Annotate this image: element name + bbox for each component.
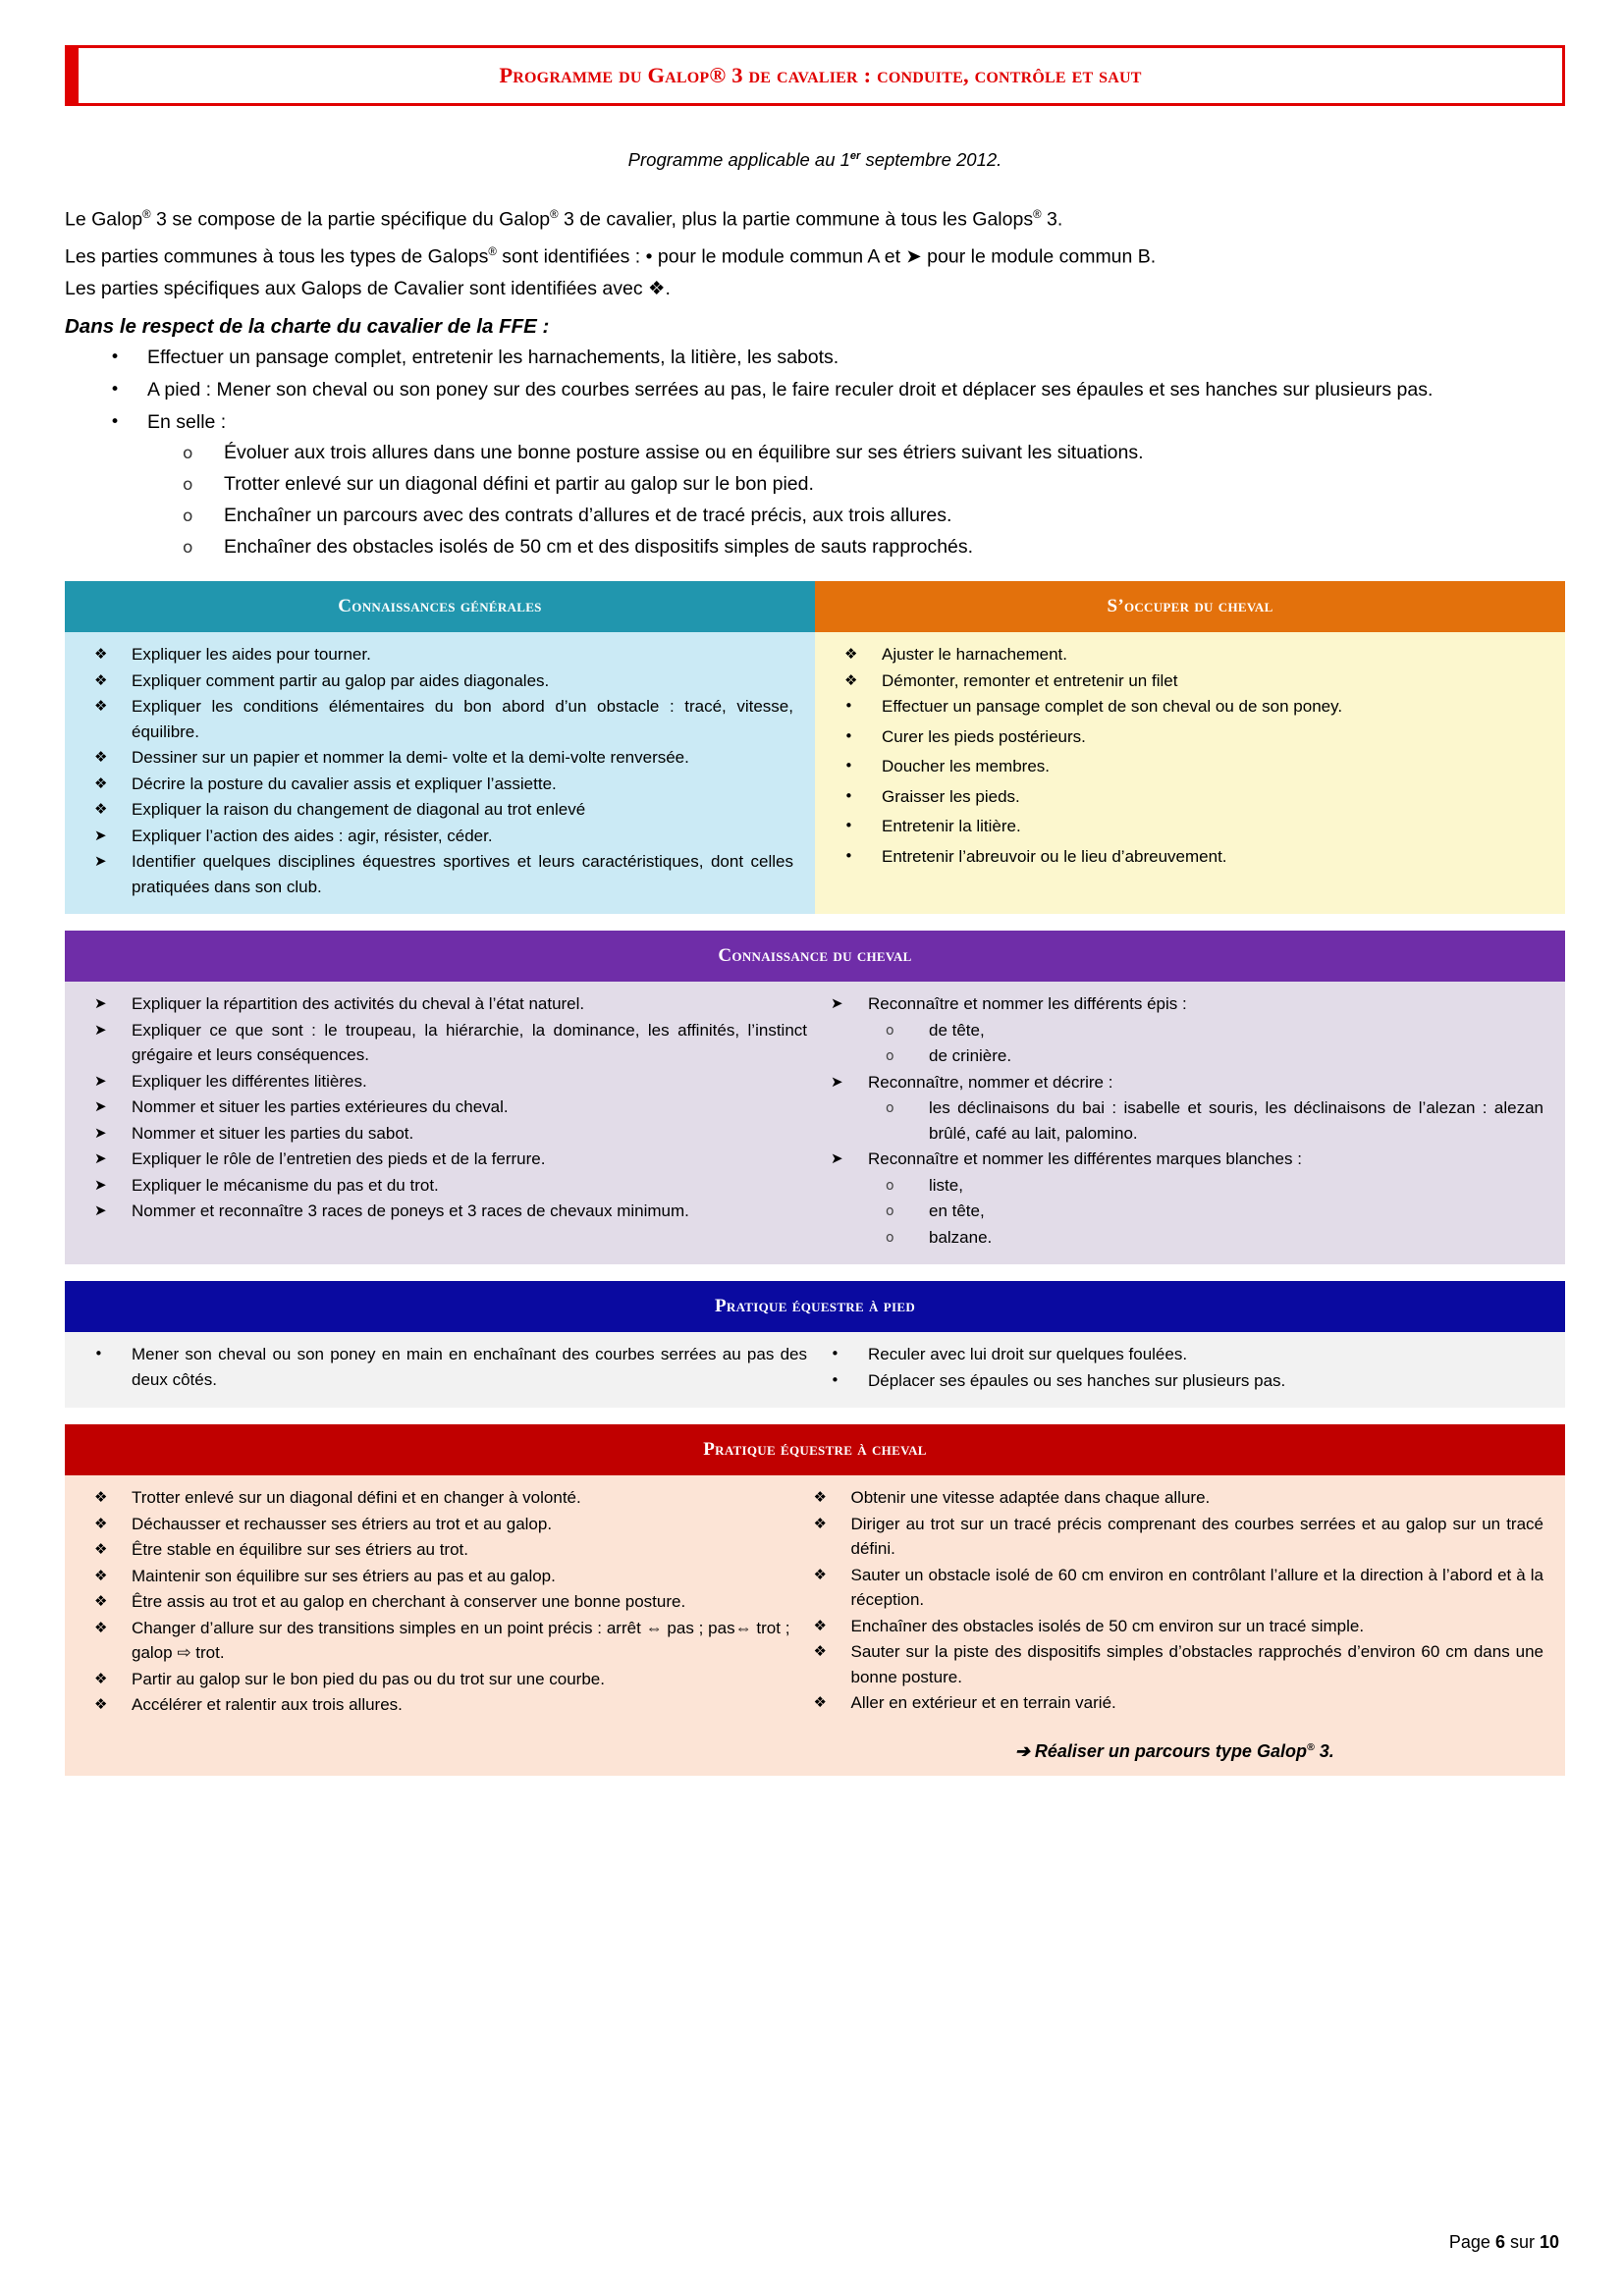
bullet-icon: • bbox=[844, 817, 853, 834]
triangle-bullet-icon: ➤ bbox=[94, 1071, 107, 1090]
list-item bbox=[79, 1342, 815, 1392]
list-item-text: Partir au galop sur le bon pied du pas ou du trot sur une courbe. bbox=[132, 1669, 605, 1688]
item-list bbox=[829, 642, 1551, 869]
list-item-text: Curer les pieds postérieurs. bbox=[882, 726, 1086, 746]
diamond-bullet-icon: ❖ bbox=[844, 645, 858, 663]
registered-mark-icon: ® bbox=[142, 209, 151, 221]
diamond-bullet-icon: ❖ bbox=[813, 1642, 827, 1660]
sub-list-item-text: Trotter enlevé sur un diagonal défini et partir au galop sur le bon pied. bbox=[224, 473, 814, 495]
diamond-bullet-icon: ❖ bbox=[94, 1566, 108, 1584]
diamond-bullet-icon: ❖ bbox=[94, 1540, 108, 1558]
list-item bbox=[79, 1121, 815, 1147]
triangle-bullet-icon: ➤ bbox=[831, 994, 843, 1012]
sub-list-item bbox=[815, 1173, 1551, 1199]
list-item-text: Dessiner sur un papier et nommer la demi- volte et la demi-volte renversée. bbox=[132, 748, 689, 767]
diamond-bullet-icon: ❖ bbox=[813, 1616, 827, 1634]
charte-heading: Dans le respect de la charte du cavalier de la FFE : bbox=[65, 315, 550, 338]
intro-line-2 bbox=[65, 238, 1565, 273]
item-list bbox=[79, 642, 801, 899]
list-item-text: Expliquer les différentes litières. bbox=[132, 1071, 367, 1091]
section-body-left bbox=[79, 1342, 815, 1394]
list-item-text: Aller en extérieur et en terrain varié. bbox=[850, 1693, 1116, 1712]
registered-mark-icon: ® bbox=[1306, 1740, 1315, 1753]
sub-list-item-text: en tête, bbox=[929, 1201, 985, 1220]
diamond-bullet-icon: ❖ bbox=[813, 1488, 827, 1506]
list-item bbox=[79, 1616, 798, 1666]
list-item bbox=[65, 407, 1565, 562]
circle-bullet-icon: o bbox=[886, 1100, 894, 1116]
bullet-icon: • bbox=[831, 1345, 839, 1362]
list-item-text: Mener son cheval ou son poney en main en enchaînant des courbes serrées au pas des deux côtés. bbox=[132, 1345, 807, 1389]
triangle-bullet-icon: ➤ bbox=[94, 852, 107, 870]
list-item-text: Entretenir la litière. bbox=[882, 817, 1021, 835]
triangle-bullet-icon: ➤ bbox=[94, 1175, 107, 1194]
list-item-text: Être assis au trot et au galop en cherchant à conserver une bonne posture. bbox=[132, 1592, 686, 1611]
list-item-text: Effectuer un pansage complet, entretenir les harnachements, la litière, les sabots. bbox=[147, 347, 839, 368]
list-item-text: Nommer et reconnaître 3 races de poneys et 3 races de chevaux minimum. bbox=[132, 1201, 689, 1220]
list-item-text: Effectuer un pansage complet de son cheval ou de son poney. bbox=[882, 697, 1343, 716]
list-item bbox=[815, 1368, 1551, 1394]
item-list bbox=[79, 1342, 815, 1392]
list-item bbox=[815, 1070, 1551, 1095]
intro-line-1-b: 3 se compose de la partie spécifique du Galop bbox=[150, 208, 551, 231]
list-item bbox=[79, 772, 801, 797]
triangle-bullet-icon: ➤ bbox=[94, 994, 107, 1012]
bullet-icon: • bbox=[831, 1370, 839, 1389]
list-item bbox=[79, 849, 801, 899]
list-item bbox=[79, 991, 815, 1017]
list-item-text: Sauter un obstacle isolé de 60 cm environ en contrôlant l’allure et la direction à l’abord et à la réception. bbox=[850, 1565, 1543, 1609]
diamond-bullet-icon: ❖ bbox=[94, 670, 108, 689]
list-item-text: Expliquer comment partir au galop par aides diagonales. bbox=[132, 670, 550, 690]
triangle-bullet-icon: ➤ bbox=[94, 1020, 107, 1039]
sub-list-item-text: Enchaîner des obstacles isolés de 50 cm et des dispositifs simples de sauts rapprochés. bbox=[224, 536, 974, 558]
list-item-text: Entretenir l’abreuvoir ou le lieu d’abreuvement. bbox=[882, 846, 1227, 866]
list-item bbox=[798, 1639, 1552, 1689]
triangle-bullet-icon: ➤ bbox=[94, 1201, 107, 1219]
sub-list-item bbox=[815, 1095, 1551, 1146]
bullet-icon: • bbox=[110, 380, 121, 400]
item-list bbox=[815, 991, 1551, 1017]
intro-line-3: Les parties spécifiques aux Galops de Cavalier sont identifiées avec ❖. bbox=[65, 278, 671, 299]
item-list bbox=[79, 1485, 798, 1718]
list-item bbox=[829, 784, 1551, 810]
list-item bbox=[815, 991, 1551, 1017]
section-body-left bbox=[79, 991, 815, 1251]
diamond-bullet-icon: ❖ bbox=[94, 645, 108, 663]
sub-list-item bbox=[815, 1018, 1551, 1043]
list-item bbox=[79, 824, 801, 849]
top-sub-bullet-list bbox=[147, 438, 1565, 562]
circle-bullet-icon: o bbox=[886, 1203, 894, 1219]
item-list bbox=[815, 1070, 1551, 1095]
bullet-icon: • bbox=[110, 412, 121, 432]
list-item bbox=[829, 844, 1551, 870]
list-item-text: En selle : bbox=[147, 411, 227, 433]
diamond-bullet-icon: ❖ bbox=[94, 1695, 108, 1713]
sub-list-item-text: liste, bbox=[929, 1175, 963, 1195]
list-item-text: Expliquer ce que sont : le troupeau, la hiérarchie, la dominance, les affinités, l’instinct grégaire et leurs conséquences. bbox=[132, 1020, 807, 1064]
intro-line-1-a: Le Galop bbox=[65, 208, 143, 231]
list-item-text: Diriger au trot sur un tracé précis comprenant des courbes serrées et au galop sur un tracé défini. bbox=[850, 1514, 1543, 1558]
list-item bbox=[815, 1147, 1551, 1172]
circle-bullet-icon: o bbox=[886, 1048, 894, 1064]
sub-list-item-text: Enchaîner un parcours avec des contrats d’allures et de tracé précis, aux trois allures. bbox=[224, 505, 952, 526]
list-item-text: Trotter enlevé sur un diagonal défini et en changer à volonté. bbox=[132, 1488, 581, 1507]
list-item bbox=[79, 694, 801, 744]
list-item bbox=[79, 1069, 815, 1095]
list-item-text: Décrire la posture du cavalier assis et expliquer l’assiette. bbox=[132, 774, 557, 793]
list-item bbox=[798, 1563, 1552, 1613]
circle-bullet-icon: o bbox=[886, 1177, 894, 1194]
section-body-row bbox=[65, 632, 1565, 914]
intro-line-1-c: 3 de cavalier, plus la partie commune à tous les Galops bbox=[558, 208, 1034, 231]
triangle-bullet-icon: ➤ bbox=[94, 826, 107, 844]
list-item bbox=[798, 1512, 1552, 1562]
diamond-bullet-icon: ❖ bbox=[94, 697, 108, 715]
section-body-right bbox=[798, 1485, 1552, 1762]
circle-bullet-icon: o bbox=[183, 444, 193, 463]
sub-list-item bbox=[147, 469, 1565, 500]
list-item-text: Reconnaître et nommer les différents épis : bbox=[868, 994, 1187, 1013]
section-body-left bbox=[79, 1485, 798, 1762]
list-item bbox=[79, 1147, 815, 1172]
list-item bbox=[79, 745, 801, 771]
diamond-bullet-icon: ❖ bbox=[813, 1514, 827, 1532]
registered-mark-icon: ® bbox=[550, 209, 559, 221]
intro-line-1 bbox=[65, 200, 1565, 236]
footer-total-pages: 10 bbox=[1539, 2232, 1559, 2252]
item-list bbox=[798, 1485, 1552, 1716]
list-item-text: Expliquer le rôle de l’entretien des pieds et de la ferrure. bbox=[132, 1149, 546, 1168]
section-header-connaissance-du-cheval: Connaissance du cheval bbox=[65, 931, 1565, 982]
footer-page-number: 6 bbox=[1494, 2232, 1505, 2252]
sub-list-item-text: de crinière. bbox=[929, 1046, 1012, 1065]
list-item-text: Sauter sur la piste des dispositifs simples d’obstacles rapprochés d’environ 60 cm dans une bonne posture. bbox=[850, 1642, 1543, 1686]
section-pratique-equestre-a-cheval bbox=[65, 1424, 1565, 1776]
list-item-text: Identifier quelques disciplines équestres sportives et leurs caractéristiques, dont celles pratiquées dans son club. bbox=[132, 852, 793, 896]
list-item-text: Changer d’allure sur des transitions simples en un point précis : arrêt ⇔ pas ; pas⇔ trot ; galop ⇨ trot. bbox=[132, 1618, 790, 1662]
list-item bbox=[798, 1690, 1552, 1716]
sub-item-list bbox=[815, 1173, 1551, 1251]
bullet-icon: • bbox=[844, 786, 853, 805]
diamond-bullet-icon: ❖ bbox=[94, 1618, 108, 1636]
list-item-text: Nommer et situer les parties extérieures du cheval. bbox=[132, 1097, 509, 1116]
item-list bbox=[815, 1147, 1551, 1172]
section-body-right bbox=[815, 632, 1565, 914]
list-item-text: Expliquer l’action des aides : agir, résister, céder. bbox=[132, 826, 493, 845]
list-item bbox=[79, 797, 801, 823]
triangle-bullet-icon: ➤ bbox=[831, 1149, 843, 1167]
triangle-bullet-icon: ➤ bbox=[831, 1072, 843, 1091]
sub-list-item bbox=[815, 1043, 1551, 1069]
footer-middle: sur bbox=[1504, 2232, 1540, 2252]
circle-bullet-icon: o bbox=[183, 507, 193, 526]
sub-list-item-text: les déclinaisons du bai : isabelle et souris, les déclinaisons de l’alezan : alezan brûlé, café au lait, palomino. bbox=[929, 1098, 1543, 1143]
list-item bbox=[79, 1095, 815, 1120]
section-body bbox=[65, 1332, 1565, 1408]
bullet-icon: • bbox=[844, 757, 853, 774]
list-item bbox=[829, 724, 1551, 750]
section-header-pratique-equestre-a-pied: Pratique équestre à pied bbox=[65, 1281, 1565, 1332]
section-header-soccuper-du-cheval: S’occuper du cheval bbox=[815, 581, 1565, 632]
list-item-text: Expliquer la raison du changement de diagonal au trot enlevé bbox=[132, 800, 586, 819]
triangle-bullet-icon: ➤ bbox=[94, 1149, 107, 1167]
list-item-text: Expliquer le mécanisme du pas et du trot. bbox=[132, 1175, 439, 1195]
list-item bbox=[79, 1692, 798, 1718]
page-title: Programme du Galop® 3 de cavalier : conduite, contrôle et saut bbox=[499, 63, 1142, 87]
applicable-date bbox=[65, 149, 1565, 171]
list-item-text: Graisser les pieds. bbox=[882, 786, 1020, 806]
section-body bbox=[65, 982, 1565, 1264]
list-item bbox=[79, 1173, 815, 1199]
list-item-text: Expliquer les aides pour tourner. bbox=[132, 645, 371, 664]
intro-line-2-b: sont identifiées : • pour le module commun A et ➤ pour le module commun B. bbox=[496, 245, 1157, 267]
list-item-text: Nommer et situer les parties du sabot. bbox=[132, 1123, 414, 1143]
bullet-icon: • bbox=[844, 846, 853, 865]
intro-line-2-a: Les parties communes à tous les types de Galops bbox=[65, 245, 489, 267]
list-item bbox=[79, 1512, 798, 1537]
section-header-pratique-equestre-a-cheval: Pratique équestre à cheval bbox=[65, 1424, 1565, 1475]
diamond-bullet-icon: ❖ bbox=[813, 1693, 827, 1711]
closing-statement bbox=[798, 1741, 1552, 1762]
list-item bbox=[79, 1537, 798, 1563]
registered-mark-icon: ® bbox=[488, 245, 497, 258]
footer-prefix: Page bbox=[1448, 2232, 1495, 2252]
diamond-bullet-icon: ❖ bbox=[94, 1669, 108, 1687]
section-header-row bbox=[65, 1424, 1565, 1475]
circle-bullet-icon: o bbox=[183, 475, 193, 495]
section-connaissances-generales bbox=[65, 581, 1565, 914]
list-item-text: Doucher les membres. bbox=[882, 757, 1051, 775]
list-item bbox=[79, 642, 801, 667]
top-bullet-list bbox=[65, 343, 1565, 564]
diamond-bullet-icon: ❖ bbox=[94, 1488, 108, 1506]
section-body-left bbox=[65, 632, 815, 914]
closing-prefix: ➔ Réaliser un parcours type Galop bbox=[1014, 1740, 1307, 1761]
sub-list-item-text: balzane. bbox=[929, 1227, 993, 1247]
list-item bbox=[79, 1667, 798, 1692]
diamond-bullet-icon: ❖ bbox=[94, 800, 108, 818]
section-body bbox=[65, 1475, 1565, 1776]
list-item-text: Déplacer ses épaules ou ses hanches sur plusieurs pas. bbox=[868, 1370, 1286, 1390]
list-item-text: Maintenir son équilibre sur ses étriers au pas et au galop. bbox=[132, 1566, 556, 1585]
registered-mark-icon: ® bbox=[1033, 209, 1042, 221]
list-item bbox=[79, 1199, 815, 1224]
sub-list-item-text: de tête, bbox=[929, 1020, 985, 1040]
sub-list-item bbox=[147, 438, 1565, 468]
section-header-row bbox=[65, 1281, 1565, 1332]
list-item-text: Expliquer la répartition des activités du cheval à l’état naturel. bbox=[132, 994, 585, 1013]
list-item bbox=[65, 343, 1565, 373]
item-list bbox=[815, 1342, 1551, 1393]
bullet-icon: • bbox=[110, 347, 121, 367]
list-item-text: Expliquer les conditions élémentaires du bon abord d’un obstacle : tracé, vitesse, équilibre. bbox=[132, 697, 793, 741]
sub-item-list bbox=[815, 1095, 1551, 1146]
applicable-ordinal: er bbox=[849, 149, 861, 162]
list-item-text: Obtenir une vitesse adaptée dans chaque allure. bbox=[850, 1488, 1211, 1507]
list-item bbox=[829, 694, 1551, 720]
list-item-text: Démonter, remonter et entretenir un filet bbox=[882, 670, 1178, 690]
list-item bbox=[829, 668, 1551, 694]
sub-list-item-text: Évoluer aux trois allures dans une bonne posture assise ou en équilibre sur ses étriers suivant les situations. bbox=[224, 442, 1144, 463]
list-item bbox=[65, 375, 1565, 405]
list-item bbox=[798, 1485, 1552, 1511]
diamond-bullet-icon: ❖ bbox=[94, 1592, 108, 1610]
bullet-icon: • bbox=[844, 697, 853, 715]
list-item bbox=[829, 642, 1551, 667]
circle-bullet-icon: o bbox=[183, 538, 193, 558]
diamond-bullet-icon: ❖ bbox=[813, 1565, 827, 1583]
section-header-connaissances-generales: Connaissances générales bbox=[65, 581, 815, 632]
list-item-text: A pied : Mener son cheval ou son poney sur des courbes serrées au pas, le faire reculer droit et déplacer ses épaules et ses hanches sur plusieurs pas. bbox=[147, 379, 1434, 400]
diamond-bullet-icon: ❖ bbox=[94, 774, 108, 792]
list-item bbox=[829, 814, 1551, 839]
diamond-bullet-icon: ❖ bbox=[94, 748, 108, 766]
section-header-row bbox=[65, 931, 1565, 982]
bullet-icon: • bbox=[844, 726, 853, 745]
section-body-right bbox=[815, 1342, 1551, 1394]
list-item-text: Ajuster le harnachement. bbox=[882, 645, 1067, 664]
list-item-text: Enchaîner des obstacles isolés de 50 cm environ sur un tracé simple. bbox=[850, 1616, 1365, 1635]
diamond-bullet-icon: ❖ bbox=[94, 1514, 108, 1532]
list-item-text: Reconnaître, nommer et décrire : bbox=[868, 1072, 1113, 1092]
list-item bbox=[79, 1018, 815, 1068]
list-item-text: Accélérer et ralentir aux trois allures. bbox=[132, 1695, 403, 1714]
sub-list-item bbox=[815, 1225, 1551, 1251]
sub-list-item bbox=[815, 1199, 1551, 1224]
triangle-bullet-icon: ➤ bbox=[94, 1097, 107, 1115]
closing-suffix: 3. bbox=[1314, 1740, 1334, 1761]
title-banner bbox=[65, 45, 1565, 106]
circle-bullet-icon: o bbox=[886, 1022, 894, 1039]
list-item bbox=[79, 668, 801, 694]
list-item-text: Reconnaître et nommer les différentes marques blanches : bbox=[868, 1149, 1302, 1168]
sub-item-list bbox=[815, 1018, 1551, 1069]
bullet-icon: • bbox=[94, 1345, 103, 1362]
triangle-bullet-icon: ➤ bbox=[94, 1123, 107, 1142]
sub-list-item bbox=[147, 501, 1565, 531]
section-body-right bbox=[815, 991, 1551, 1251]
list-item-text: Être stable en équilibre sur ses étriers au trot. bbox=[132, 1540, 468, 1559]
list-item bbox=[79, 1485, 798, 1511]
list-item bbox=[798, 1614, 1552, 1639]
applicable-prefix: Programme applicable au 1 bbox=[627, 149, 850, 170]
list-item-text: Déchausser et rechausser ses étriers au trot et au galop. bbox=[132, 1514, 553, 1533]
applicable-suffix: septembre 2012. bbox=[860, 149, 1002, 170]
intro-block bbox=[65, 200, 1565, 306]
list-item bbox=[829, 754, 1551, 779]
list-item bbox=[79, 1589, 798, 1615]
section-header-row bbox=[65, 581, 1565, 632]
list-item-text: Reculer avec lui droit sur quelques foulées. bbox=[868, 1345, 1188, 1363]
intro-line-1-d: 3. bbox=[1041, 208, 1063, 231]
list-item bbox=[79, 1564, 798, 1589]
sub-list-item bbox=[147, 532, 1565, 562]
diamond-bullet-icon: ❖ bbox=[844, 670, 858, 689]
section-connaissance-du-cheval bbox=[65, 931, 1565, 1264]
item-list bbox=[79, 991, 815, 1224]
section-pratique-equestre-a-pied bbox=[65, 1281, 1565, 1408]
list-item bbox=[815, 1342, 1551, 1367]
page-footer bbox=[1449, 2232, 1559, 2253]
circle-bullet-icon: o bbox=[886, 1229, 894, 1246]
